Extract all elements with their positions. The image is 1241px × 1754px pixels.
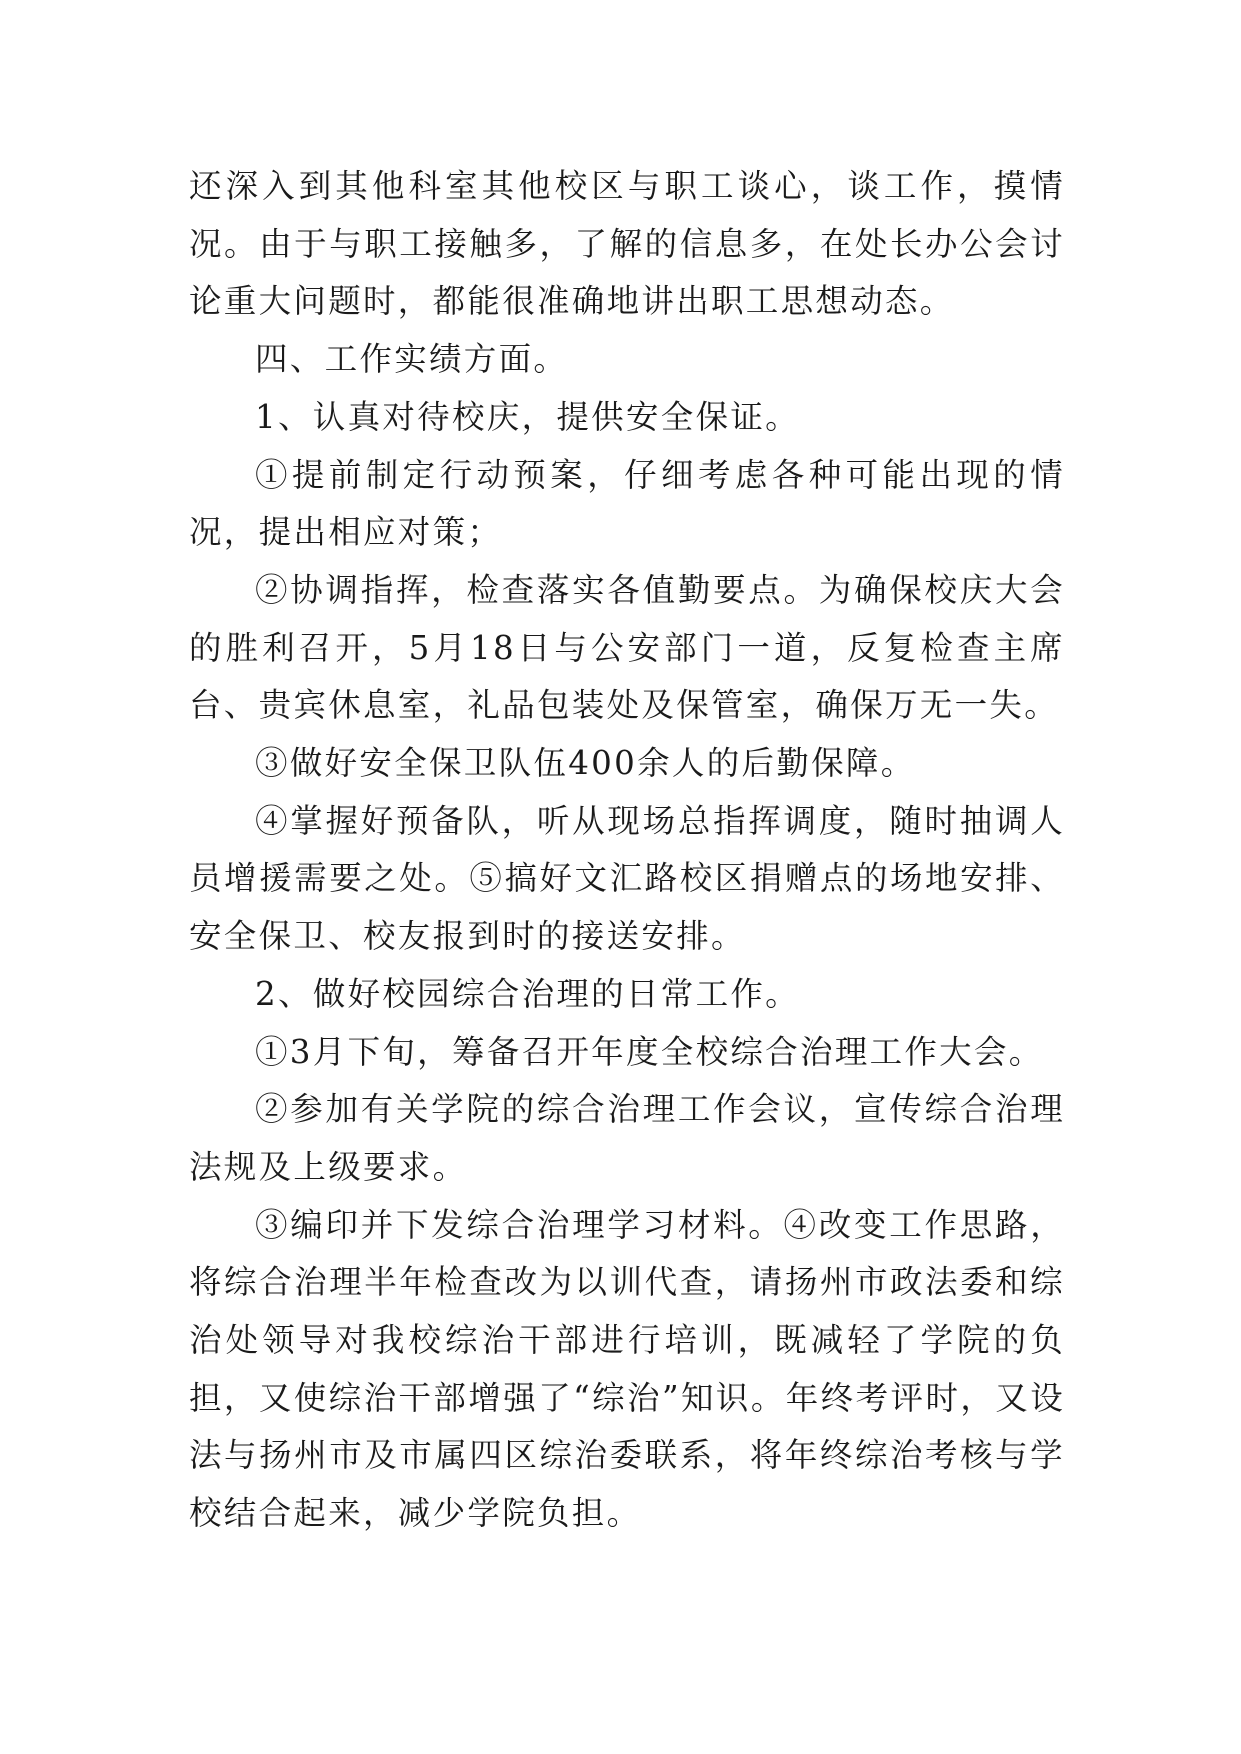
- paragraph-item: ②参加有关学院的综合治理工作会议，宣传综合治理法规及上级要求。: [189, 1090, 1065, 1186]
- paragraph-item: ③编印并下发综合治理学习材料。④改变工作思路，将综合治理半年检查改为以训代查，请扬州市政法委和综治处领导对我校综治干部进行培训，既减轻了学院的负担，又使综治干部增强了“综治”知识。年终考评时，又设法与扬州市及市属四区综治委联系，将年终综治考核与学校结合起来，减少学院负担。: [189, 1205, 1065, 1533]
- paragraph-item: ①提前制定行动预案，仔细考虑各种可能出现的情况，提出相应对策；: [189, 455, 1065, 552]
- section-heading-work-results: 四、工作实绩方面。: [255, 340, 569, 379]
- paragraph-continuation: 还深入到其他科室其他校区与职工谈心，谈工作，摸情况。由于与职工接触多，了解的信息多，在处长办公会讨论重大问题时，都能很准确地讲出职工思想动态。: [189, 167, 1065, 321]
- paragraph-item: ②协调指挥，检查落实各值勤要点。为确保校庆大会的胜利召开，5月18日与公安部门一道，反复检查主席台、贵宾休息室，礼品包装处及保管室，确保万无一失。: [189, 570, 1065, 725]
- paragraph-item: ①3月下旬，筹备召开年度全校综合治理工作大会。: [255, 1032, 1044, 1071]
- document-body: [189, 158, 1065, 1543]
- item-heading-campus-governance: 2、做好校园综合治理的日常工作。: [255, 974, 800, 1013]
- paragraph-item: ③做好安全保卫队伍400余人的后勤保障。: [255, 744, 916, 783]
- item-heading-anniversary-security: 1、认真对待校庆，提供安全保证。: [255, 397, 800, 436]
- paragraph-item: ④掌握好预备队，听从现场总指挥调度，随时抽调人员增援需要之处。⑤搞好文汇路校区捐赠点的场地安排、安全保卫、校友报到时的接送安排。: [189, 801, 1065, 956]
